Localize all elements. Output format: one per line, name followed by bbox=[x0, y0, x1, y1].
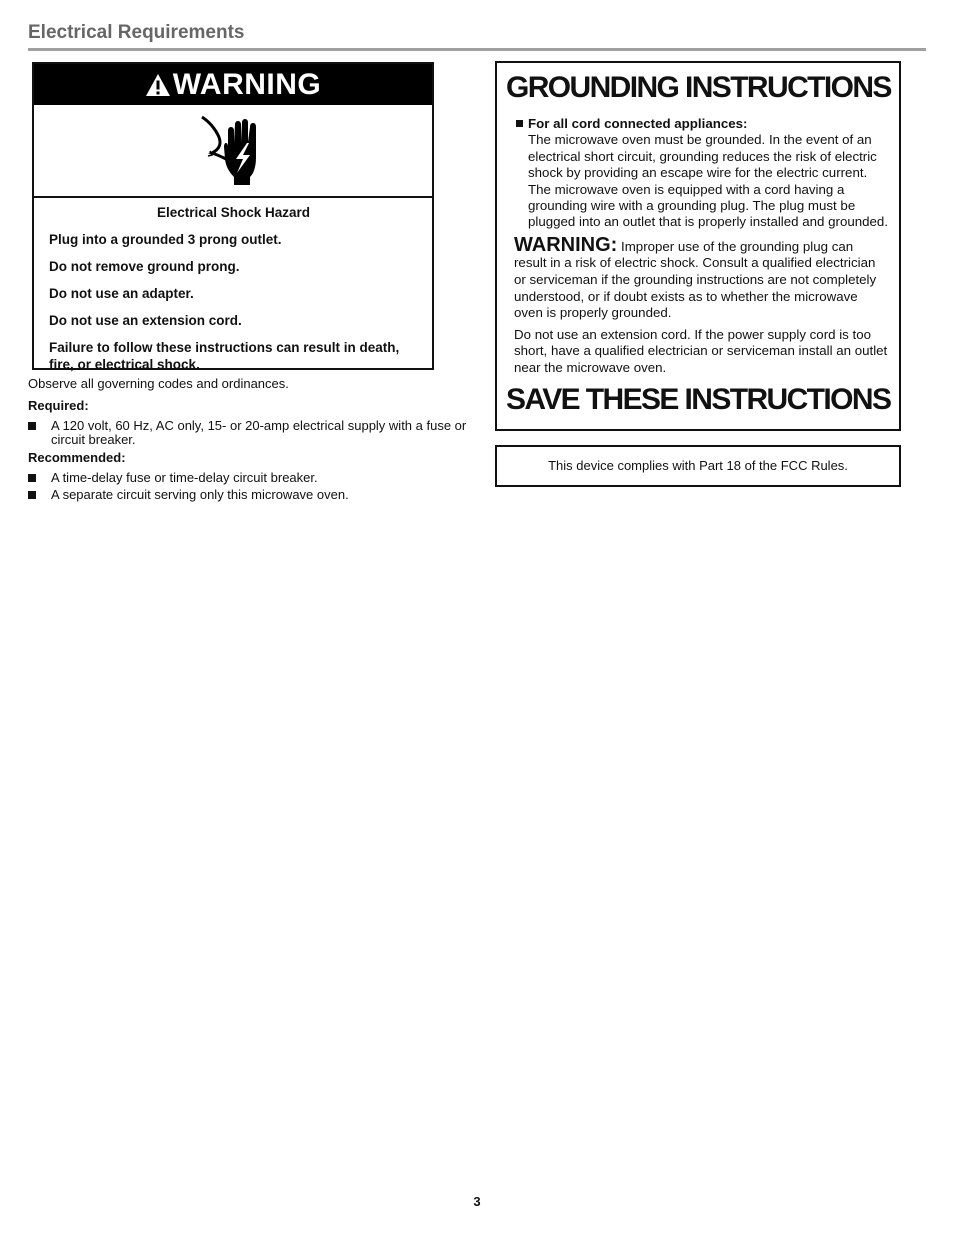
grounding-instructions-box bbox=[495, 61, 901, 431]
warning-line: Do not remove ground prong. bbox=[49, 259, 240, 274]
list-item bbox=[28, 471, 468, 485]
warning-line: Plug into a grounded 3 prong outlet. bbox=[49, 232, 282, 247]
warning-line: Do not use an extension cord. bbox=[49, 313, 242, 328]
bullet-icon bbox=[28, 474, 36, 482]
title-divider bbox=[28, 48, 926, 51]
grounding-warning-word: WARNING: bbox=[514, 233, 618, 256]
grounding-warning-text: Improper use of the grounding plug can result in a risk of electric shock. Consult a qualified electrician or serviceman if the grounding instructions are not completely understood, or if doubt exists as to whether the microwave oven is properly grounded. bbox=[514, 238, 877, 321]
section-title: Electrical Requirements bbox=[28, 22, 245, 43]
observe-codes-text: Observe all governing codes and ordinances. bbox=[28, 376, 289, 391]
list-item-text: A 120 volt, 60 Hz, AC only, 15- or 20-amp electrical supply with a fuse or circuit breaker. bbox=[51, 418, 467, 447]
warning-header-text: WARNING bbox=[172, 68, 322, 101]
grounding-heading: GROUNDING INSTRUCTIONS bbox=[506, 71, 891, 104]
warning-triangle-icon bbox=[145, 67, 171, 108]
warning-line: Do not use an adapter. bbox=[49, 286, 194, 301]
fcc-notice-text: This device complies with Part 18 of the FCC Rules. bbox=[548, 458, 848, 473]
fcc-notice-box bbox=[495, 445, 901, 487]
cord-appliances-text: The microwave oven must be grounded. In the event of an electrical short circuit, grounding reduces the risk of electric shock by providing an escape wire for the electric current. The microwave oven is equipped with a cord having a grounding wire with a grounding plug. The plug must be plugged into an outlet that is properly installed and grounded. bbox=[528, 132, 889, 230]
list-item bbox=[28, 488, 468, 502]
recommended-label: Recommended: bbox=[28, 450, 126, 465]
bullet-icon bbox=[28, 491, 36, 499]
recommended-list bbox=[28, 471, 468, 502]
warning-line: Failure to follow these instructions can result in death, fire, or electrical shock. bbox=[49, 340, 400, 372]
required-label: Required: bbox=[28, 398, 89, 413]
bullet-icon bbox=[28, 422, 36, 430]
bullet-icon bbox=[516, 120, 523, 127]
extension-cord-paragraph: Do not use an extension cord. If the power supply cord is too short, have a qualified electrician or serviceman install an outlet near the microwave oven. bbox=[514, 326, 888, 375]
grounding-warning-paragraph bbox=[514, 233, 889, 322]
electric-shock-hand-icon bbox=[198, 113, 268, 189]
list-item-text: A time-delay fuse or time-delay circuit breaker. bbox=[51, 470, 318, 485]
warning-header bbox=[34, 64, 432, 105]
list-item bbox=[506, 116, 889, 231]
list-item bbox=[28, 419, 468, 447]
required-list bbox=[28, 419, 468, 447]
warning-text bbox=[34, 198, 432, 373]
requirements-text bbox=[28, 376, 468, 505]
list-item-text: A separate circuit serving only this microwave oven. bbox=[51, 487, 349, 502]
cord-appliances-title: For all cord connected appliances: bbox=[528, 116, 748, 131]
shock-hazard-area bbox=[34, 105, 432, 198]
save-instructions-heading: SAVE THESE INSTRUCTIONS bbox=[506, 382, 891, 416]
page-number: 3 bbox=[473, 1194, 481, 1209]
warning-box bbox=[32, 62, 434, 370]
hazard-title: Electrical Shock Hazard bbox=[156, 205, 311, 220]
